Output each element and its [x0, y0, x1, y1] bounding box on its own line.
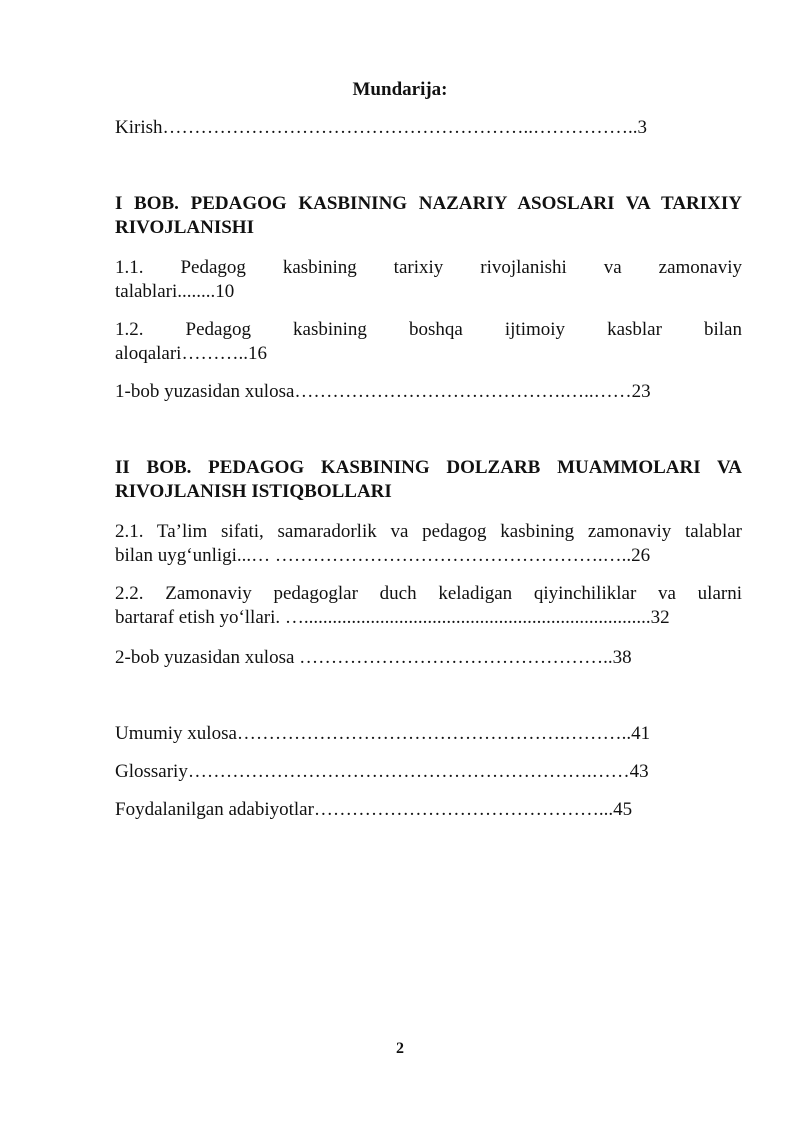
toc-entry-2-2-line1: 2.2. Zamonaviy pedagoglar duch keladigan qiyinchiliklar va ularni — [115, 583, 742, 604]
toc-entry-1-1-line2: talablari........10 — [115, 281, 235, 302]
toc-entry-2-2 — [115, 582, 742, 630]
toc-title: Mundarija: — [352, 79, 448, 100]
toc-entry-references: Foydalanilgan adabiyotlar………………………………………...45 — [115, 799, 633, 820]
toc-entry-2-1 — [115, 520, 742, 568]
toc-entry-2-1-line2: bilan uyg‘unligi...… …………………………………………….…..26 — [115, 545, 651, 566]
toc-entry-2-2-line2: bartaraf etish yo‘llari. ….........................................................................32 — [115, 607, 670, 628]
toc-entry-general-conclusion: Umumiy xulosa…………………………………………….………..41 — [115, 723, 651, 744]
toc-entry-glossary: Glossariy……………………………………………………….……43 — [115, 761, 649, 782]
toc-entry-1-2-line1: 1.2. Pedagog kasbining boshqa ijtimoiy kasblar bilan — [115, 319, 742, 340]
toc-entry-2-1-line1: 2.1. Ta’lim sifati, samaradorlik va pedagog kasbining zamonaviy talablar — [115, 521, 742, 542]
page-number: 2 — [396, 1040, 404, 1057]
toc-entry-1-1 — [115, 256, 742, 304]
toc-entry-chapter-1-conclusion: 1-bob yuzasidan xulosa…………………………………….…..……23 — [115, 381, 651, 402]
toc-chapter-2-heading: II BOB. PEDAGOG KASBINING DOLZARB MUAMMOLARI VA RIVOJLANISH ISTIQBOLLARI — [115, 457, 742, 502]
toc-entry-1-2-line2: aloqalari………..16 — [115, 343, 267, 364]
toc-chapter-1-heading: I BOB. PEDAGOG KASBINING NAZARIY ASOSLARI VA TARIXIY RIVOJLANISHI — [115, 193, 742, 238]
toc-entry-1-2 — [115, 318, 742, 366]
toc-entry-chapter-2-conclusion: 2-bob yuzasidan xulosa …………………………………………..38 — [115, 647, 632, 668]
toc-entry-kirish: Kirish…………………………………………………..……………..3 — [115, 117, 647, 138]
toc-entry-1-1-line1: 1.1. Pedagog kasbining tarixiy rivojlanishi va zamonaviy — [115, 257, 742, 278]
